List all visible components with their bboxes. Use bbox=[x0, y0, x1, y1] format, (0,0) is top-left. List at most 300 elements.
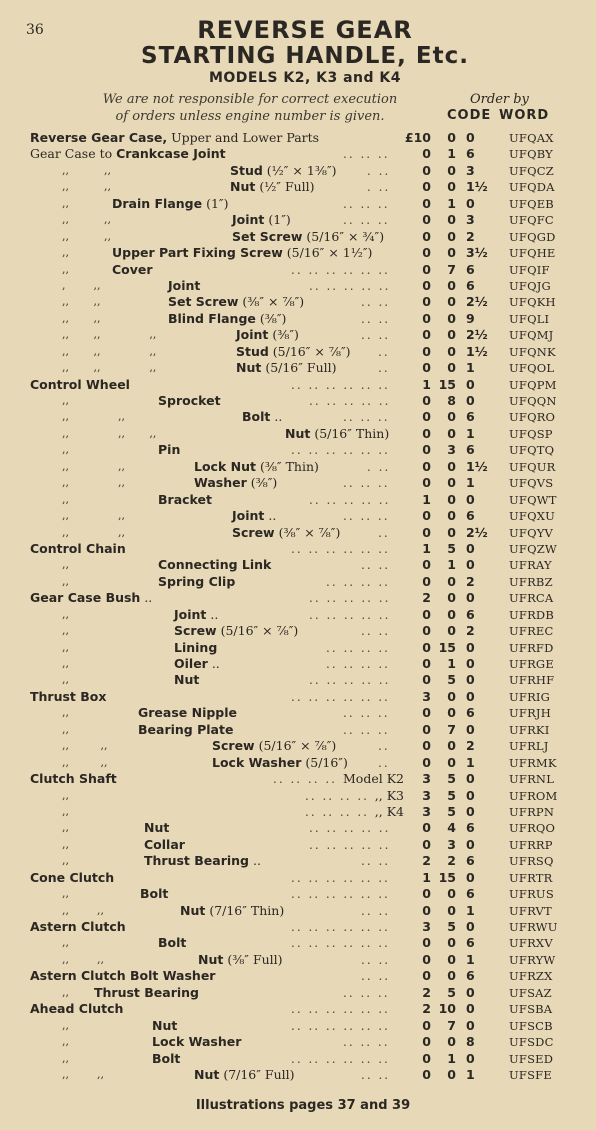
price-shillings: 15 bbox=[438, 869, 456, 885]
price-shillings: 0 bbox=[447, 688, 456, 704]
price-shillings: 8 bbox=[447, 393, 456, 408]
part-description: Screw (5/16″ × ⅞″) bbox=[174, 623, 299, 639]
part-description: Nut (½″ Full) bbox=[230, 179, 315, 195]
price-pounds: 2 bbox=[422, 984, 431, 1000]
dot-leader: .. .. bbox=[361, 903, 391, 918]
price-pence: 0 bbox=[466, 1017, 475, 1033]
ditto-marks: ,, ,, ,, bbox=[62, 361, 157, 375]
price-pence: 0 bbox=[466, 376, 475, 392]
code-word: UFQLI bbox=[509, 311, 550, 326]
dot-leader: .. .. .. bbox=[343, 509, 390, 524]
part-description: Joint (⅜″) bbox=[236, 327, 299, 343]
ditto-marks: ,, ,, bbox=[62, 952, 104, 966]
code-word: UFRJH bbox=[509, 706, 551, 721]
price-shillings: 2 bbox=[447, 853, 456, 869]
code-word: UFSED bbox=[509, 1051, 554, 1066]
price-pounds: 0 bbox=[422, 1050, 431, 1066]
price-pence: 1½ bbox=[466, 179, 488, 195]
part-row bbox=[0, 640, 596, 656]
price-shillings: 0 bbox=[447, 886, 456, 902]
price-shillings: 0 bbox=[447, 590, 456, 606]
part-row bbox=[0, 870, 596, 886]
dot-leader: . .. bbox=[367, 459, 391, 474]
code-word: UFRYW bbox=[509, 952, 556, 967]
price-pence: 0 bbox=[466, 1001, 475, 1017]
part-row bbox=[0, 130, 596, 146]
price-shillings: 0 bbox=[447, 245, 456, 261]
part-description: Bolt bbox=[158, 935, 187, 951]
part-description: Pin bbox=[158, 442, 181, 458]
price-shillings: 0 bbox=[447, 310, 456, 326]
price-shillings: 0 bbox=[447, 425, 456, 441]
price-pence: 6 bbox=[466, 820, 475, 836]
code-column-header: CODE bbox=[447, 108, 492, 123]
price-shillings: 1 bbox=[447, 656, 456, 671]
price-pence: 2 bbox=[466, 738, 475, 754]
price-shillings: 3 bbox=[447, 442, 456, 458]
part-description: Screw (5/16″ × ⅞″) bbox=[212, 738, 337, 754]
ditto-marks: ,, bbox=[62, 985, 69, 999]
code-word: UFQVS bbox=[509, 476, 554, 491]
part-description: Washer (⅜″) bbox=[194, 475, 278, 491]
price-pence: 2 bbox=[466, 228, 475, 244]
price-pounds: 0 bbox=[422, 623, 431, 639]
part-description: Nut (5/16″ Full) bbox=[236, 360, 337, 376]
part-description: Collar bbox=[144, 836, 185, 852]
price-pounds: 0 bbox=[422, 820, 431, 836]
ditto-marks: ,, bbox=[62, 722, 69, 736]
price-pounds: 0 bbox=[422, 277, 431, 293]
part-description: Bolt bbox=[140, 886, 169, 902]
dot-leader: .. .. bbox=[361, 558, 391, 573]
part-row bbox=[0, 163, 596, 179]
part-row bbox=[0, 837, 596, 853]
price-pounds: 0 bbox=[422, 294, 431, 310]
dot-leader: .. bbox=[378, 344, 390, 359]
dot-leader: .. .. bbox=[361, 311, 391, 326]
code-word: UFRBZ bbox=[509, 574, 553, 589]
price-pounds: 0 bbox=[422, 393, 431, 408]
ditto-marks: ,, bbox=[62, 673, 69, 687]
price-pence: 6 bbox=[466, 968, 475, 984]
dot-leader: .. .. .. bbox=[343, 213, 390, 228]
dot-leader: .. .. .. .. .. bbox=[309, 821, 391, 836]
price-pence: 0 bbox=[466, 590, 475, 606]
price-pence: 6 bbox=[466, 705, 475, 721]
ditto-marks: ,, bbox=[62, 196, 69, 210]
price-pounds: 0 bbox=[422, 886, 431, 902]
part-description: Gear Case to Crankcase Joint bbox=[30, 146, 226, 162]
price-shillings: 1 bbox=[447, 146, 456, 162]
price-shillings: 4 bbox=[447, 820, 456, 836]
price-pounds: 0 bbox=[422, 524, 431, 540]
price-pounds: 0 bbox=[422, 409, 431, 425]
part-description: Spring Clip bbox=[158, 573, 236, 589]
price-pence: 0 bbox=[466, 688, 475, 704]
ditto-marks: ,, bbox=[62, 854, 69, 868]
part-description: Nut (7/16″ Full) bbox=[194, 1066, 295, 1082]
price-pence: 2½ bbox=[466, 524, 488, 540]
code-word: UFSCB bbox=[509, 1018, 553, 1033]
price-pence: 0 bbox=[466, 656, 475, 671]
code-word: UFRRP bbox=[509, 837, 553, 852]
price-shillings: 0 bbox=[447, 623, 456, 639]
part-row bbox=[0, 377, 596, 393]
part-row bbox=[0, 409, 596, 425]
price-shillings: 5 bbox=[447, 771, 456, 787]
price-shillings: 0 bbox=[447, 1066, 456, 1082]
dot-leader: .. .. .. bbox=[343, 476, 390, 491]
part-description: Astern Clutch Bolt Washer bbox=[30, 968, 216, 984]
price-pence: 1 bbox=[466, 360, 475, 376]
dot-leader: .. .. .. .. .. .. bbox=[291, 870, 390, 885]
code-word: UFSDC bbox=[509, 1035, 554, 1050]
ditto-marks: ,, ,, bbox=[62, 755, 108, 769]
price-pounds: 0 bbox=[422, 951, 431, 967]
part-row bbox=[0, 886, 596, 902]
part-row bbox=[0, 607, 596, 623]
part-row bbox=[0, 459, 596, 475]
price-pounds: 0 bbox=[422, 935, 431, 951]
code-word: UFQGD bbox=[509, 229, 556, 244]
price-pounds: 0 bbox=[422, 1034, 431, 1050]
price-shillings: 7 bbox=[447, 1017, 456, 1033]
part-row bbox=[0, 1051, 596, 1067]
part-description: Control Chain bbox=[30, 540, 126, 556]
code-word: UFQTQ bbox=[509, 443, 555, 458]
price-pence: 0 bbox=[466, 919, 475, 934]
price-shillings: 1 bbox=[447, 557, 456, 573]
ditto-marks: ,, ,, bbox=[62, 213, 111, 227]
price-pounds: 0 bbox=[422, 327, 431, 343]
price-pence: 6 bbox=[466, 935, 475, 951]
price-shillings: 1 bbox=[447, 1050, 456, 1066]
code-word: UFRQO bbox=[509, 821, 556, 836]
price-pounds: 0 bbox=[422, 573, 431, 589]
price-pounds: 3 bbox=[422, 787, 431, 803]
ditto-marks: ,, ,, bbox=[62, 476, 125, 490]
price-shillings: 0 bbox=[447, 491, 456, 507]
price-shillings: 0 bbox=[447, 327, 456, 343]
dot-leader: .. .. .. .. .. bbox=[309, 607, 391, 622]
part-description: Joint (1″) bbox=[232, 212, 291, 228]
part-description: Upper Part Fixing Screw (5/16″ × 1½″) bbox=[112, 245, 373, 261]
price-pounds: 0 bbox=[422, 343, 431, 359]
part-row bbox=[0, 755, 596, 771]
price-pence: 1½ bbox=[466, 343, 488, 359]
part-description: Joint bbox=[168, 277, 201, 293]
code-word: UFRPN bbox=[509, 804, 555, 819]
price-pence: 8 bbox=[466, 1034, 475, 1050]
part-description: Stud (½″ × 1⅜″) bbox=[230, 162, 337, 178]
ditto-marks: ,, ,, ,, bbox=[62, 328, 157, 342]
code-word: UFQBY bbox=[509, 147, 553, 162]
model-note: Model K2 bbox=[343, 771, 404, 787]
code-word: UFRMK bbox=[509, 755, 557, 770]
part-row bbox=[0, 525, 596, 541]
price-shillings: 0 bbox=[447, 212, 456, 228]
ditto-marks: ,, ,, bbox=[62, 410, 125, 424]
ditto-marks: ,, ,, bbox=[62, 163, 111, 177]
part-row bbox=[0, 820, 596, 836]
price-pounds: 0 bbox=[422, 836, 431, 852]
part-row bbox=[0, 1001, 596, 1017]
part-row bbox=[0, 656, 596, 672]
code-word: UFQEB bbox=[509, 196, 554, 211]
ditto-marks: ,, ,, bbox=[62, 509, 125, 523]
part-row bbox=[0, 557, 596, 573]
price-pence: 2 bbox=[466, 623, 475, 639]
order-by-label: Order by bbox=[470, 92, 529, 107]
dot-leader: . .. bbox=[367, 180, 391, 195]
part-row bbox=[0, 935, 596, 951]
price-pounds: 0 bbox=[422, 902, 431, 918]
price-shillings: 0 bbox=[447, 754, 456, 770]
price-pence: 6 bbox=[466, 508, 475, 524]
part-row bbox=[0, 705, 596, 721]
part-row bbox=[0, 574, 596, 590]
dot-leader: .. .. .. bbox=[343, 410, 390, 425]
part-description: Set Screw (5/16″ × ¾″) bbox=[232, 228, 385, 244]
price-pounds: £10 bbox=[404, 130, 431, 145]
code-word: UFQIF bbox=[509, 262, 550, 277]
dot-leader: .. .. .. .. bbox=[273, 772, 337, 787]
price-pence: 2½ bbox=[466, 294, 488, 310]
dot-leader: .. bbox=[378, 361, 390, 376]
price-pounds: 3 bbox=[422, 803, 431, 819]
code-word: UFRHF bbox=[509, 673, 555, 688]
ditto-marks: ,, bbox=[62, 246, 69, 260]
part-row bbox=[0, 738, 596, 754]
part-description: Thrust Box bbox=[30, 688, 107, 704]
part-description: Joint .. bbox=[174, 606, 219, 622]
dot-leader: . .. bbox=[367, 163, 391, 178]
part-description: Lock Washer (5/16″) bbox=[212, 754, 348, 770]
dot-leader: .. bbox=[378, 525, 390, 540]
dot-leader: .. .. .. bbox=[343, 985, 390, 1000]
ditto-marks: ,, bbox=[62, 1035, 69, 1049]
part-row bbox=[0, 952, 596, 968]
dot-leader: .. .. bbox=[361, 1067, 391, 1082]
price-shillings: 0 bbox=[447, 573, 456, 589]
price-pence: 0 bbox=[466, 195, 475, 211]
code-word: UFQDA bbox=[509, 180, 555, 195]
part-row bbox=[0, 788, 596, 804]
model-note: ,, K4 bbox=[374, 803, 404, 819]
dot-leader: .. .. .. .. .. .. bbox=[291, 1051, 390, 1066]
price-pounds: 0 bbox=[422, 360, 431, 376]
dot-leader: .. .. .. .. .. .. bbox=[291, 936, 390, 951]
ditto-marks: ,, bbox=[62, 607, 69, 621]
dot-leader: .. .. .. .. .. .. bbox=[291, 920, 390, 934]
price-pence: 6 bbox=[466, 886, 475, 902]
dot-leader: .. .. .. .. .. bbox=[309, 837, 391, 852]
disclaimer-line-1: We are not responsible for correct execution bbox=[102, 92, 398, 107]
part-description: Nut bbox=[152, 1017, 178, 1033]
price-pounds: 0 bbox=[422, 458, 431, 474]
price-pounds: 0 bbox=[422, 228, 431, 244]
price-pence: 6 bbox=[466, 146, 475, 162]
price-pence: 6 bbox=[466, 261, 475, 277]
price-shillings: 0 bbox=[447, 458, 456, 474]
code-word: UFRKI bbox=[509, 722, 550, 737]
price-shillings: 0 bbox=[447, 409, 456, 425]
part-row bbox=[0, 689, 596, 705]
code-word: UFQCZ bbox=[509, 163, 554, 178]
part-row bbox=[0, 903, 596, 919]
part-description: Reverse Gear Case, Upper and Lower Parts bbox=[30, 130, 320, 145]
price-shillings: 0 bbox=[447, 294, 456, 310]
part-row bbox=[0, 672, 596, 688]
code-word: UFQUR bbox=[509, 459, 556, 474]
price-pounds: 1 bbox=[422, 376, 431, 392]
code-word: UFRXV bbox=[509, 936, 553, 951]
code-word: UFQHE bbox=[509, 246, 556, 261]
code-word: UFQAX bbox=[509, 131, 554, 145]
part-row bbox=[0, 311, 596, 327]
part-description: Ahead Clutch bbox=[30, 1001, 124, 1017]
price-pounds: 0 bbox=[422, 968, 431, 984]
price-shillings: 15 bbox=[438, 376, 456, 392]
ditto-marks: ,, ,, bbox=[62, 295, 101, 309]
price-pounds: 0 bbox=[422, 639, 431, 655]
price-pounds: 0 bbox=[422, 1066, 431, 1082]
price-pounds: 0 bbox=[422, 245, 431, 261]
part-description: Nut bbox=[174, 672, 200, 688]
part-description: Nut (7/16″ Thin) bbox=[180, 902, 285, 918]
price-pence: 0 bbox=[466, 869, 475, 885]
price-shillings: 0 bbox=[447, 228, 456, 244]
price-shillings: 0 bbox=[447, 738, 456, 754]
price-shillings: 5 bbox=[447, 984, 456, 1000]
price-shillings: 0 bbox=[447, 179, 456, 195]
ditto-marks: ,, ,, bbox=[62, 739, 108, 753]
part-description: Sprocket bbox=[158, 393, 221, 408]
dot-leader: .. .. .. .. bbox=[326, 657, 390, 671]
price-pence: 2 bbox=[466, 573, 475, 589]
disclaimer-line-2: of orders unless engine number is given. bbox=[115, 109, 385, 124]
dot-leader: .. bbox=[378, 739, 390, 754]
dot-leader: .. bbox=[378, 755, 390, 770]
price-pounds: 0 bbox=[422, 475, 431, 491]
price-pence: 1 bbox=[466, 951, 475, 967]
price-shillings: 0 bbox=[447, 902, 456, 918]
code-word: UFRCA bbox=[509, 591, 554, 606]
part-description: Screw (⅜″ × ⅞″) bbox=[232, 524, 341, 540]
price-shillings: 0 bbox=[447, 935, 456, 951]
word-column-header: WORD bbox=[499, 108, 550, 123]
ditto-marks: ,, ,, ,, bbox=[62, 344, 157, 358]
dot-leader: .. .. .. .. .. .. bbox=[291, 541, 390, 556]
price-pounds: 0 bbox=[422, 738, 431, 754]
ditto-marks: ,, ,, bbox=[62, 525, 125, 539]
price-pounds: 2 bbox=[422, 1001, 431, 1017]
part-description: Thrust Bearing .. bbox=[144, 853, 261, 869]
price-pounds: 0 bbox=[422, 557, 431, 573]
part-row bbox=[0, 919, 596, 935]
dot-leader: .. .. .. .. bbox=[305, 804, 369, 819]
price-pence: 0 bbox=[466, 803, 475, 819]
code-word: UFQWT bbox=[509, 492, 557, 507]
code-word: UFREC bbox=[509, 624, 554, 639]
price-pounds: 0 bbox=[422, 425, 431, 441]
code-word: UFRAY bbox=[509, 558, 552, 573]
ditto-marks: ,, bbox=[62, 1051, 69, 1065]
price-pounds: 0 bbox=[422, 146, 431, 162]
code-word: UFRGE bbox=[509, 657, 554, 671]
code-word: UFSFE bbox=[509, 1067, 552, 1082]
part-description: Oiler .. bbox=[174, 656, 220, 671]
price-pounds: 0 bbox=[422, 442, 431, 458]
dot-leader: .. .. .. .. .. .. bbox=[291, 689, 390, 704]
code-word: UFQQN bbox=[509, 394, 557, 408]
dot-leader: .. .. bbox=[361, 295, 391, 310]
price-pounds: 0 bbox=[422, 261, 431, 277]
ditto-marks: ,, ,, bbox=[62, 311, 101, 325]
price-pounds: 0 bbox=[422, 310, 431, 326]
price-shillings: 0 bbox=[447, 360, 456, 376]
code-word: UFRLJ bbox=[509, 739, 549, 754]
price-pounds: 0 bbox=[422, 508, 431, 524]
code-word: UFRVT bbox=[509, 903, 552, 918]
ditto-marks: ,, ,, bbox=[62, 459, 125, 473]
code-word: UFRTR bbox=[509, 870, 553, 885]
dot-leader: .. .. bbox=[361, 952, 391, 967]
part-description: Nut bbox=[144, 820, 170, 836]
dot-leader: .. .. .. .. bbox=[326, 640, 390, 655]
dot-leader: .. .. .. .. .. bbox=[309, 591, 391, 606]
price-pounds: 0 bbox=[422, 162, 431, 178]
ditto-marks: ,, bbox=[62, 443, 69, 457]
dot-leader: .. .. .. .. .. bbox=[309, 492, 391, 507]
ditto-marks: ,, bbox=[62, 887, 69, 901]
page-number: 36 bbox=[26, 22, 44, 38]
part-row bbox=[0, 360, 596, 376]
part-row bbox=[0, 294, 596, 310]
price-pence: 0 bbox=[466, 787, 475, 803]
price-shillings: 0 bbox=[447, 343, 456, 359]
ditto-marks: ,, ,, ,, bbox=[62, 426, 157, 440]
price-pence: 3 bbox=[466, 212, 475, 228]
price-shillings: 0 bbox=[447, 951, 456, 967]
code-word: UFQFC bbox=[509, 213, 554, 228]
price-shillings: 1 bbox=[447, 195, 456, 211]
code-word: UFQYV bbox=[509, 525, 553, 540]
dot-leader: .. .. .. bbox=[343, 1035, 390, 1050]
part-description: Nut (⅜″ Full) bbox=[198, 951, 283, 967]
price-pence: 3½ bbox=[466, 245, 488, 261]
dot-leader: .. .. bbox=[361, 328, 391, 343]
price-pence: 3 bbox=[466, 162, 475, 178]
page-title: REVERSE GEAR bbox=[197, 16, 413, 44]
part-description: Lining bbox=[174, 639, 218, 655]
part-row bbox=[0, 492, 596, 508]
price-shillings: 5 bbox=[447, 540, 456, 556]
part-description: Bolt .. bbox=[242, 409, 283, 425]
code-word: UFRWU bbox=[509, 920, 558, 934]
part-description: Lock Washer bbox=[152, 1034, 242, 1050]
code-word: UFQNK bbox=[509, 344, 556, 359]
price-pounds: 3 bbox=[422, 919, 431, 934]
part-description: Grease Nipple bbox=[138, 705, 238, 721]
part-row bbox=[0, 623, 596, 639]
code-word: UFSBA bbox=[509, 1002, 553, 1017]
price-pence: 0 bbox=[466, 130, 475, 145]
code-word: UFQRO bbox=[509, 410, 556, 425]
price-pence: 0 bbox=[466, 540, 475, 556]
part-row bbox=[0, 1067, 596, 1083]
ditto-marks: ,, bbox=[62, 706, 69, 720]
